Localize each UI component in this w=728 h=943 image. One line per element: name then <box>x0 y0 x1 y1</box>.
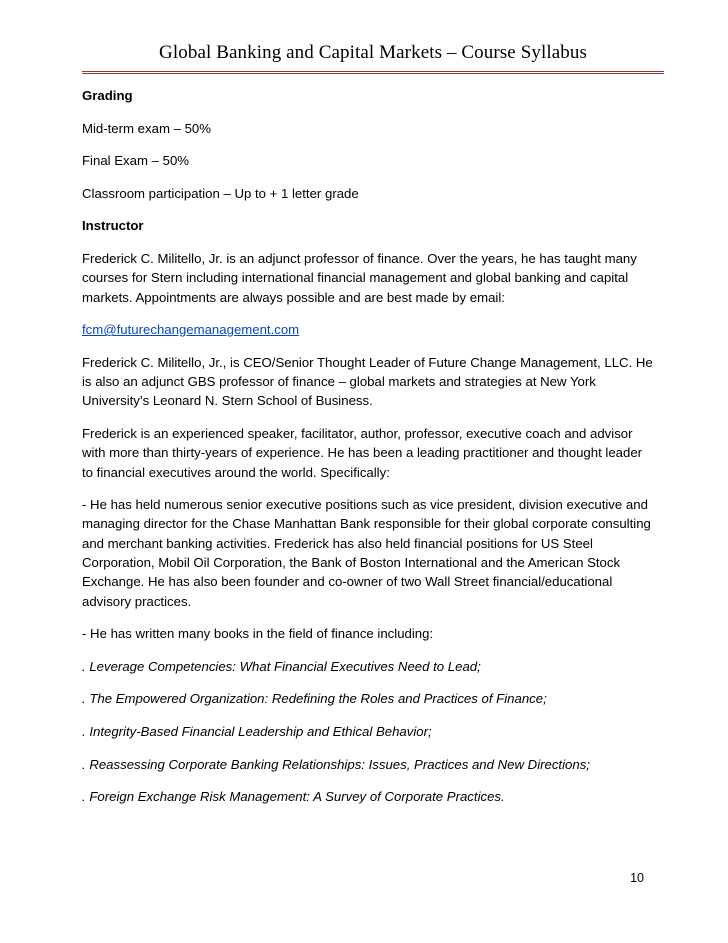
grading-heading: Grading <box>82 88 133 103</box>
grading-item-final: Final Exam – 50% <box>82 153 190 169</box>
page-number: 10 <box>630 871 644 885</box>
header-title: Global Banking and Capital Markets – Course Syllabus <box>159 42 587 63</box>
instructor-heading: Instructor <box>82 218 144 234</box>
page-header <box>82 42 664 74</box>
email-paragraph <box>82 320 654 339</box>
book-item: . Reassessing Corporate Banking Relationships: Issues, Practices and New Directions; <box>82 756 590 772</box>
book-item: . Leverage Competencies: What Financial Executives Need to Lead; <box>82 658 481 674</box>
instructor-bio-3: - He has held numerous senior executive positions such as vice president, division executive and managing director for the Chase Manhattan Bank responsible for their global corporate consulting and merchant banking activities. Frederick has also held financial positions for US Steel Corporation, Mobil Oil Corporation, the Bank of Boston International and the American Stock Exchange. He has also been founder and co-owner of two Wall Street financial/educational advisory practices. <box>82 497 651 609</box>
instructor-bio-1: Frederick C. Militello, Jr., is CEO/Senior Thought Leader of Future Change Management, LLC. He is also an adjunct GBS professor of finance – global markets and strategies at New York University’s Leonard N. Stern School of Business. <box>82 354 653 409</box>
grading-item-participation: Classroom participation – Up to + 1 letter grade <box>82 185 359 201</box>
instructor-bio-2: Frederick is an experienced speaker, facilitator, author, professor, executive coach and advisor with more than thirty-years of experience. He has been a leading practitioner and thought leader to financial executives around the world. Specifically: <box>82 425 643 480</box>
book-item: . The Empowered Organization: Redefining the Roles and Practices of Finance; <box>82 691 547 707</box>
email-link[interactable]: fcm@futurechangemanagement.com <box>82 322 300 338</box>
grading-item-midterm: Mid-term exam – 50% <box>82 120 211 136</box>
book-item: . Integrity-Based Financial Leadership and Ethical Behavior; <box>82 723 432 739</box>
book-item: . Foreign Exchange Risk Management: A Survey of Corporate Practices. <box>82 789 505 805</box>
page-content <box>82 86 654 820</box>
books-intro: - He has written many books in the field of finance including: <box>82 626 434 642</box>
instructor-intro: Frederick C. Militello, Jr. is an adjunct professor of finance. Over the years, he has taught many courses for Stern including international financial management and global banking and capital markets. Appointments are always possible and are best made by email: <box>82 250 637 305</box>
